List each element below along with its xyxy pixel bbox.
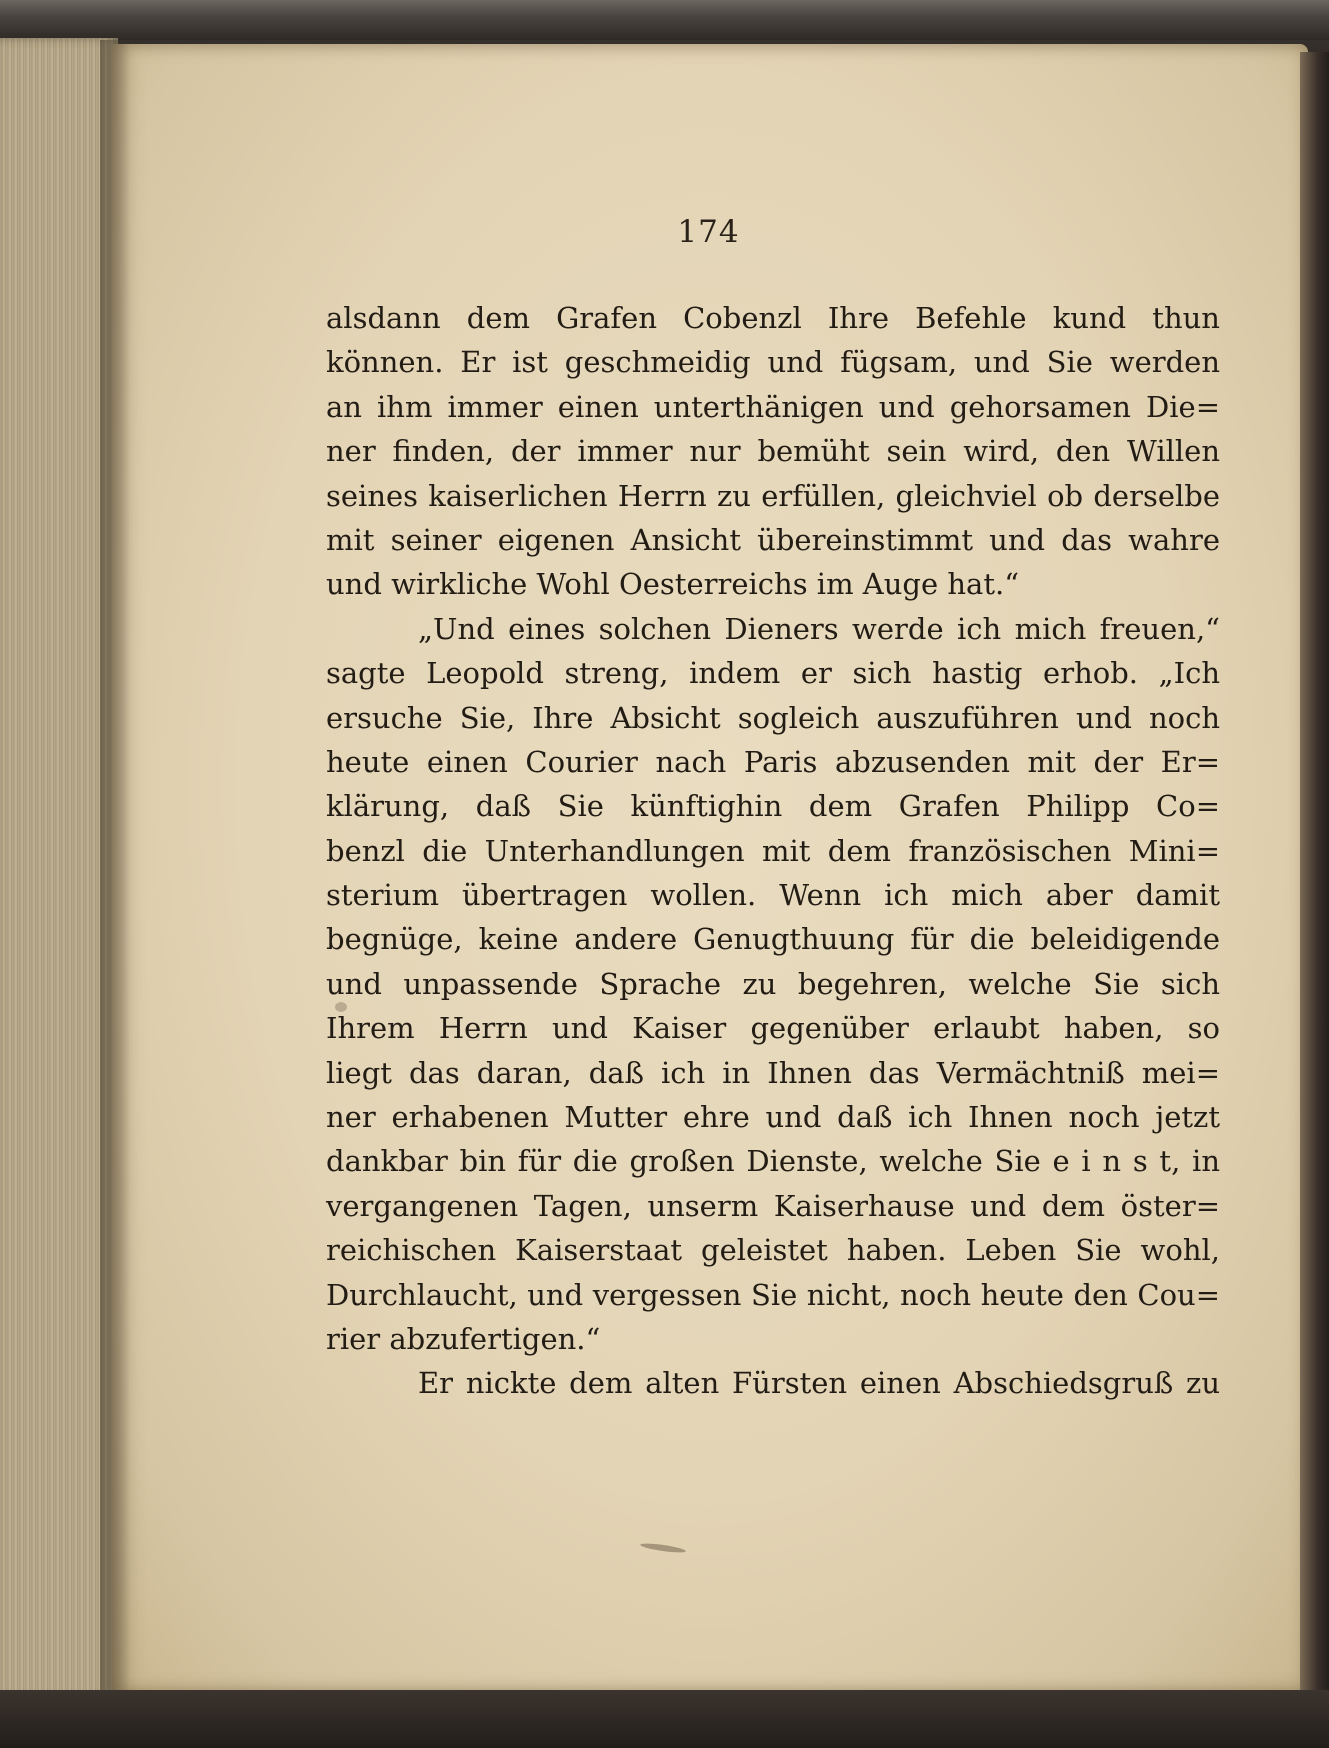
text-line: rier abzufertigen.“ [326,1321,601,1356]
text-line: mit seiner eigenen Ansicht übereinstimmt und das wahre [326,522,1220,557]
text-line: vergangenen Tagen, unserm Kaiserhause und dem öster= [326,1188,1220,1223]
text-line: Er nickte dem alten Fürsten einen Abschiedsgruß zu [418,1366,1220,1401]
text-line: Durchlaucht, und vergessen Sie nicht, noch heute den Cou= [326,1277,1220,1312]
text-line: benzl die Unterhandlungen mit dem französischen Mini= [326,833,1220,868]
text-line: heute einen Courier nach Paris abzusenden mit der Er= [326,744,1220,779]
text-line: begnüge, keine andere Genugthuung für die beleidigende [326,922,1220,957]
gutter-shadow [100,40,130,1696]
text-line: liegt das daran, daß ich in Ihnen das Vermächtniß mei= [326,1055,1220,1090]
book-cover-bottom-edge [0,1690,1329,1748]
text-line: können. Er ist geschmeidig und fügsam, und Sie werden [326,345,1220,380]
text-line: alsdann dem Grafen Cobenzl Ihre Befehle kund thun [326,301,1220,335]
text-line: und wirkliche Wohl Oesterreichs im Auge hat.“ [326,567,1020,602]
page-number: 174 [677,214,740,250]
text-line: sterium übertragen wollen. Wenn ich mich aber damit [326,878,1220,913]
book-cover-top-edge [0,0,1329,40]
text-line: ner erhabenen Mutter ehre und daß ich Ihnen noch jetzt [326,1100,1220,1135]
paper-mark [335,1002,347,1012]
text-line: Ihrem Herrn und Kaiser gegenüber erlaubt haben, so [326,1011,1220,1046]
text-line: ersuche Sie, Ihre Absicht sogleich auszuführen und noch [326,700,1220,735]
text-line: und unpassende Sprache zu begehren, welche Sie sich [326,966,1220,1001]
text-line: ner finden, der immer nur bemüht sein wird, den Willen [326,434,1220,469]
text-line: seines kaiserlichen Herrn zu erfüllen, gleichviel ob derselbe [326,478,1220,513]
text-line: dankbar bin für die großen Dienste, welche Sie e i n s t, in [326,1144,1220,1179]
body-text [326,296,1220,1406]
text-line: „Und eines solchen Dieners werde ich mich freuen,“ [418,611,1220,646]
text-line: reichischen Kaiserstaat geleistet haben. Leben Sie wohl, [326,1233,1220,1268]
text-line: an ihm immer einen unterthänigen und gehorsamen Die= [326,389,1220,424]
text-line: sagte Leopold streng, indem er sich hastig erhob. „Ich [326,656,1220,691]
text-line: klärung, daß Sie künftighin dem Grafen Philipp Co= [326,789,1220,824]
book-cover-right-edge [1300,52,1329,1702]
